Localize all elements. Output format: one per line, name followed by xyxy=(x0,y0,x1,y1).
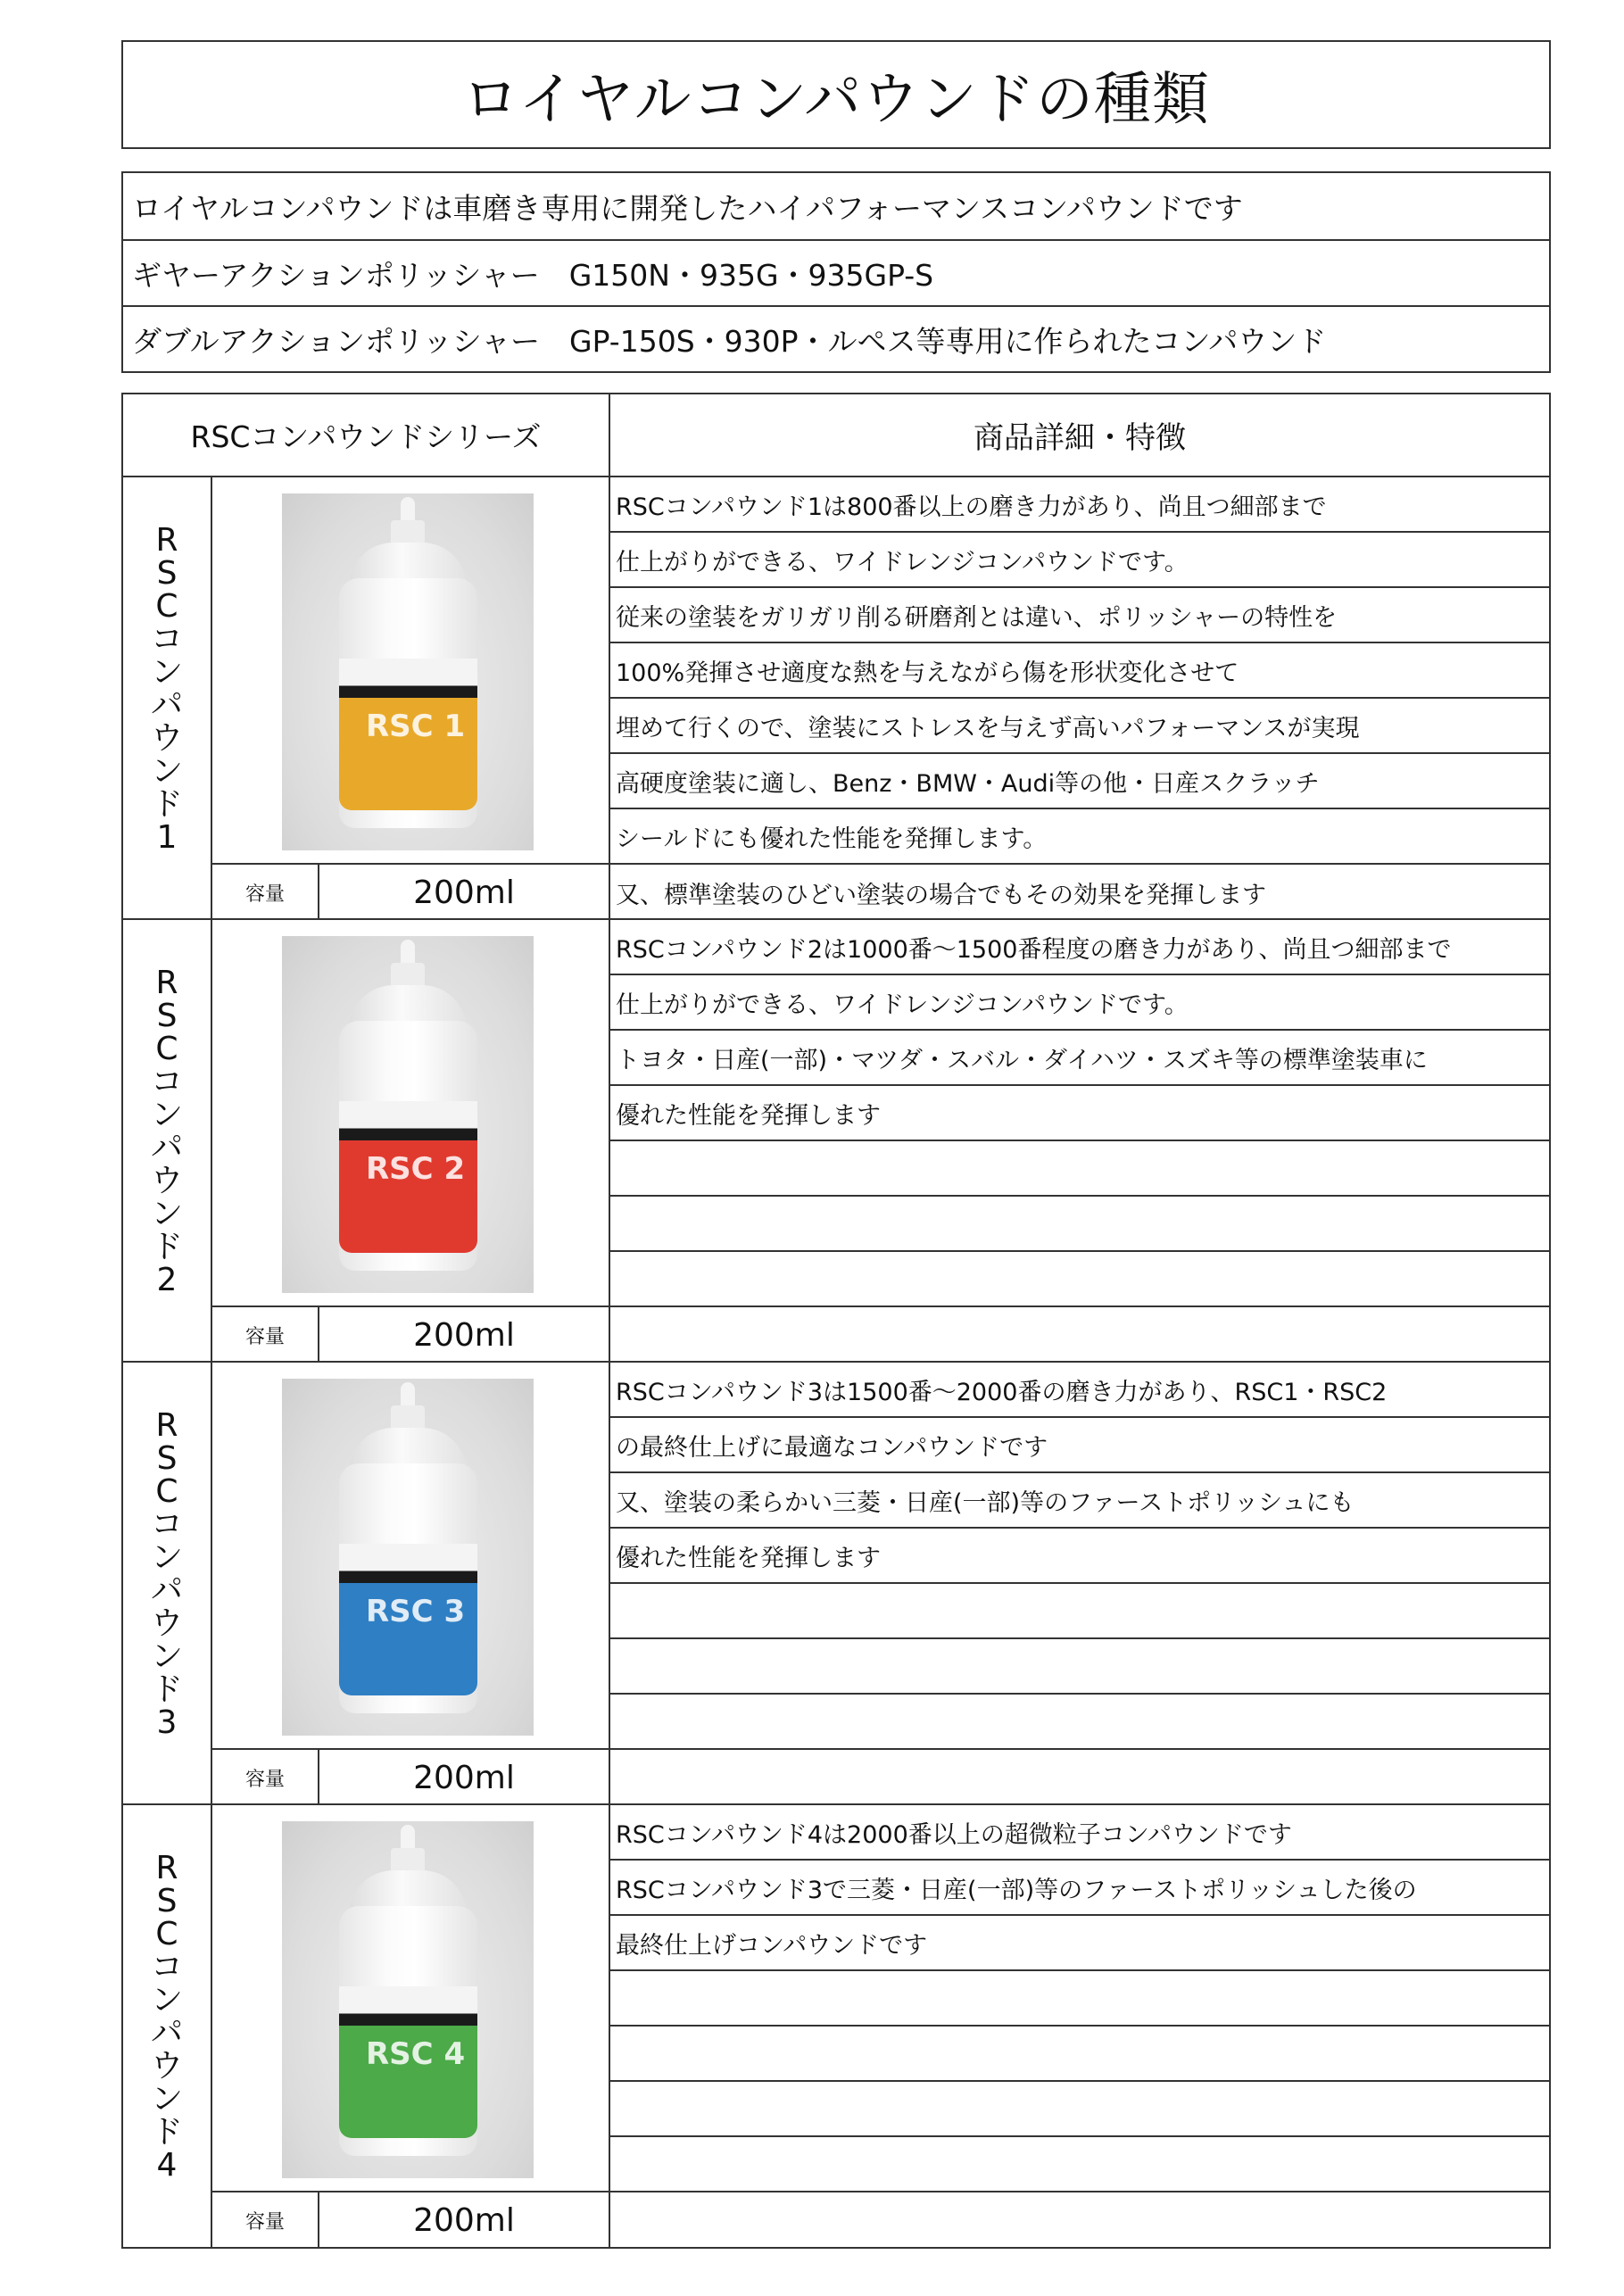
product-name-char: コ xyxy=(150,1949,183,1985)
product-name-char: 2 xyxy=(156,1262,178,1298)
product-name-char: コ xyxy=(150,621,183,658)
description-line: シールドにも優れた性能を発揮します。 xyxy=(610,809,1549,865)
product-name-char: ン xyxy=(150,654,183,691)
description-line xyxy=(610,1197,1549,1252)
description-line xyxy=(610,2027,1549,2082)
description-line xyxy=(610,1695,1549,1750)
table-header xyxy=(123,394,1549,477)
capacity-row xyxy=(212,2192,610,2248)
product-name-char: ン xyxy=(150,1982,183,2018)
capacity-label: 容量 xyxy=(212,1750,319,1805)
product-name-char: C xyxy=(155,588,178,625)
description-line: RSCコンパウンド3は1500番～2000番の磨き力があり、RSC1・RSC2 xyxy=(610,1363,1549,1418)
description-line: 仕上がりができる、ワイドレンジコンパウンドです。 xyxy=(610,975,1549,1031)
description-line: RSCコンパウンド4は2000番以上の超微粒子コンパウンドです xyxy=(610,1805,1549,1861)
description-line xyxy=(610,1639,1549,1695)
product-name-char: C xyxy=(155,1916,178,1952)
page-title: ロイヤルコンパウンドの種類 xyxy=(121,40,1551,149)
description-line xyxy=(610,1252,1549,1307)
bottle-label-code: RSC 4 xyxy=(366,2036,466,2072)
product-name-char: コ xyxy=(150,1506,183,1543)
description-line: 最終仕上げコンパウンドです xyxy=(610,1916,1549,1971)
intro-line: ロイヤルコンパウンドは車磨き専用に開発したハイパフォーマンスコンパウンドです xyxy=(132,190,1243,226)
description-line: 又、標準塗装のひどい塗装の場合でもその効果を発揮します xyxy=(616,881,1266,909)
capacity-row xyxy=(212,1750,610,1805)
bottle-label-code: RSC 3 xyxy=(366,1594,466,1629)
bottle-label xyxy=(339,1101,477,1253)
capacity-label: 容量 xyxy=(212,865,319,920)
description-line xyxy=(610,1141,1549,1197)
product-image-cell xyxy=(212,920,610,1307)
product-name-char: ウ xyxy=(150,2048,183,2085)
product-table xyxy=(121,393,1551,2249)
product-name-char: ン xyxy=(150,1097,183,1133)
description-line: 優れた性能を発揮します xyxy=(610,1529,1549,1584)
capacity-value: 200ml xyxy=(413,1316,515,1354)
product-photo xyxy=(282,1821,534,2178)
bottle-label xyxy=(339,1544,477,1695)
series-header: RSCコンパウンドシリーズ xyxy=(123,394,610,476)
product-name-char: 4 xyxy=(156,2147,178,2184)
product-image-cell xyxy=(212,1805,610,2192)
intro-line: ギヤーアクションポリッシャー G150N・935G・935GP-S xyxy=(123,239,1549,305)
product-name-vertical xyxy=(123,477,212,918)
description-line xyxy=(610,2192,1549,2248)
product-name-char: ウ xyxy=(150,1163,183,1199)
product-name-char: ン xyxy=(150,1539,183,1576)
product-image-cell xyxy=(212,1363,610,1750)
product-name-char: パ xyxy=(150,2015,183,2051)
description-line xyxy=(610,1584,1549,1639)
intro-line: ダブルアクションポリッシャー GP-150S・930P・ルペス等専用に作られたコンパウンド xyxy=(123,305,1549,371)
description-line: 優れた性能を発揮します xyxy=(610,1086,1549,1141)
description-line: 仕上がりができる、ワイドレンジコンパウンドです。 xyxy=(610,533,1549,588)
product-name-char: S xyxy=(156,998,178,1034)
product-name-char: ド xyxy=(150,1229,183,1265)
product-photo xyxy=(282,1379,534,1736)
details-header: 商品詳細・特徴 xyxy=(974,420,1186,456)
product-description xyxy=(610,477,1549,918)
product-name-char: R xyxy=(155,522,178,559)
description-line: トヨタ・日産(一部)・マツダ・スバル・ダイハツ・スズキ等の標準塗装車に xyxy=(610,1031,1549,1086)
product-name-char: 3 xyxy=(156,1704,178,1741)
description-line xyxy=(610,2082,1549,2137)
product-name-char: R xyxy=(155,965,178,1001)
description-line xyxy=(610,2137,1549,2192)
description-line: 高硬度塗装に適し、Benz・BMW・Audi等の他・日産スクラッチ xyxy=(610,754,1549,809)
product-name-char: パ xyxy=(150,1130,183,1166)
intro-box xyxy=(121,171,1551,373)
capacity-row xyxy=(212,1307,610,1363)
product-name-char: S xyxy=(156,555,178,592)
product-row xyxy=(123,1805,1549,2248)
product-name-char: R xyxy=(155,1850,178,1886)
product-description xyxy=(610,1805,1549,2248)
product-name-char: ン xyxy=(150,2081,183,2118)
bottle-label-code: RSC 1 xyxy=(366,709,466,744)
capacity-value: 200ml xyxy=(413,874,515,911)
product-name-char: ウ xyxy=(150,720,183,757)
product-name-char: パ xyxy=(150,687,183,724)
description-line: RSCコンパウンド2は1000番～1500番程度の磨き力があり、尚且つ細部まで xyxy=(610,920,1549,975)
description-line: 従来の塗装をガリガリ削る研磨剤とは違い、ポリッシャーの特性を xyxy=(610,588,1549,643)
description-line: 又、塗装の柔らかい三菱・日産(一部)等のファーストポリッシュにも xyxy=(610,1473,1549,1529)
product-name-char: コ xyxy=(150,1064,183,1100)
product-name-char: R xyxy=(155,1407,178,1444)
bottle-label xyxy=(339,659,477,810)
description-line xyxy=(610,1750,1549,1805)
product-image-cell xyxy=(212,477,610,865)
product-description xyxy=(610,1363,1549,1803)
capacity-label: 容量 xyxy=(212,2192,319,2248)
product-name-char: 1 xyxy=(156,819,178,856)
capacity-label: 容量 xyxy=(212,1307,319,1363)
product-photo xyxy=(282,493,534,850)
product-row xyxy=(123,1363,1549,1805)
description-line xyxy=(610,1307,1549,1363)
product-name-vertical xyxy=(123,920,212,1361)
description-line: RSCコンパウンド3で三菱・日産(一部)等のファーストポリッシュした後の xyxy=(610,1861,1549,1916)
product-name-char: C xyxy=(155,1473,178,1510)
product-name-vertical xyxy=(123,1805,212,2248)
description-line: の最終仕上げに最適なコンパウンドです xyxy=(610,1418,1549,1473)
product-name-char: C xyxy=(155,1031,178,1067)
product-description xyxy=(610,920,1549,1361)
product-row xyxy=(123,477,1549,920)
product-name-char: ン xyxy=(150,1638,183,1675)
product-row xyxy=(123,920,1549,1363)
product-name-char: ン xyxy=(150,1196,183,1232)
capacity-value: 200ml xyxy=(413,1759,515,1796)
product-name-char: パ xyxy=(150,1572,183,1609)
description-line: 100%発揮させ適度な熱を与えながら傷を形状変化させて xyxy=(610,643,1549,699)
description-line: 埋めて行くので、塗装にストレスを与えず高いパフォーマンスが実現 xyxy=(610,699,1549,754)
description-line: RSCコンパウンド1は800番以上の磨き力があり、尚且つ細部まで xyxy=(610,477,1549,533)
product-name-char: ウ xyxy=(150,1605,183,1642)
description-line xyxy=(610,1971,1549,2027)
product-name-char: ン xyxy=(150,753,183,790)
bottle-label xyxy=(339,1986,477,2138)
product-name-char: ド xyxy=(150,786,183,823)
product-name-char: S xyxy=(156,1440,178,1477)
capacity-row xyxy=(212,865,610,920)
product-name-char: S xyxy=(156,1883,178,1919)
product-name-vertical xyxy=(123,1363,212,1803)
capacity-value: 200ml xyxy=(413,2201,515,2239)
product-name-char: ド xyxy=(150,2114,183,2151)
product-photo xyxy=(282,936,534,1293)
product-name-char: ド xyxy=(150,1671,183,1708)
bottle-label-code: RSC 2 xyxy=(366,1151,466,1187)
